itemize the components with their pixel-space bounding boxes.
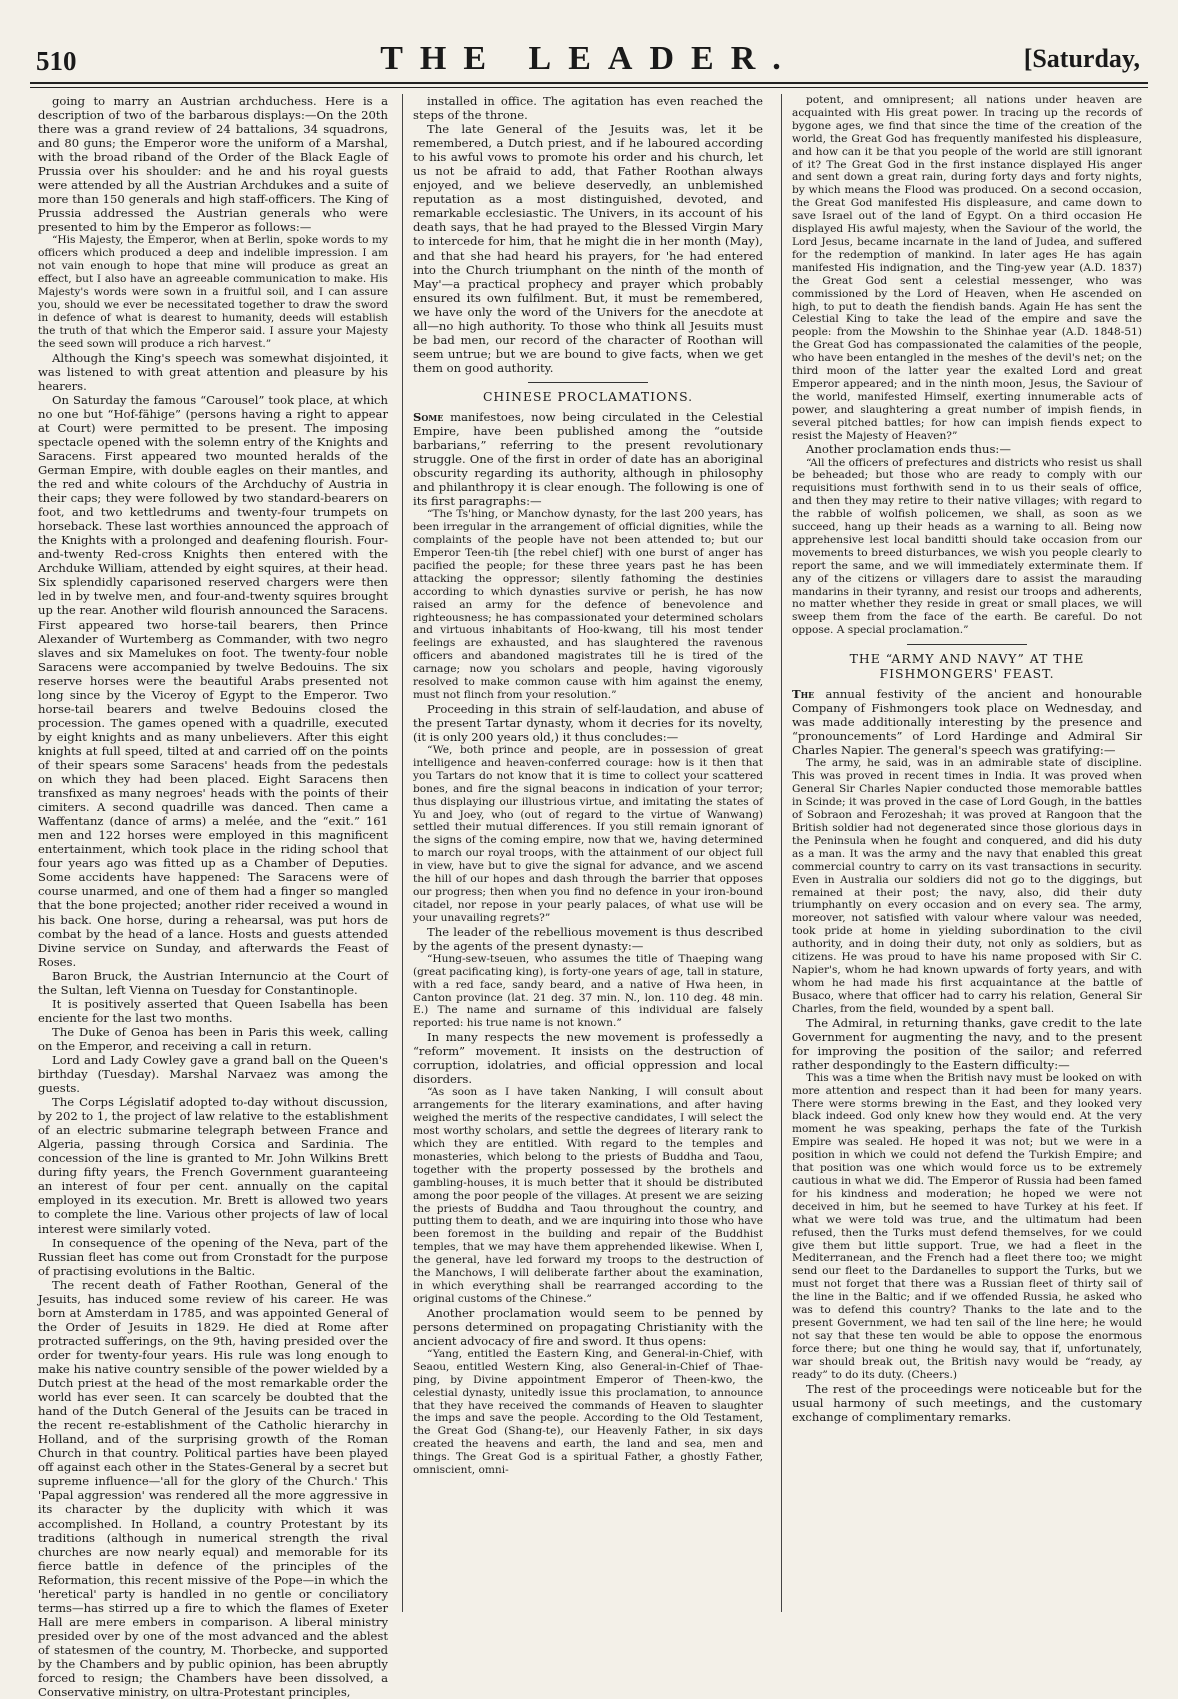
masthead-rule xyxy=(30,82,1148,84)
quoted-proclamation: “We, both prince and people, are in possession of great intelligence and heaven-conferred courage: how is it then that you Tartars do not know that it is time to collect your scattered bones, and fire the signal beacons in indication of your terror; thus displaying our illustrious virtue, and imitating the states of Yu and Joey, who (out of regard to the virtue of Wanwang) settled their mutual differences. If you still remain ignorant of the signs of the coming empire, now that we, having determined to march our royal troops, with the attainment of our object full in view, have but to give the signal for advance, and we ascend the hill of our hopes and dash through the barrier that opposes our progress; then when you find no defence in your iron-bound citadel, nor repose in your pearly palaces, of what use will be your unavailing regrets?” xyxy=(413,744,763,924)
paragraph: installed in office. The agitation has even reached the steps of the throne. xyxy=(413,94,763,123)
paragraph: The Admiral, in returning thanks, gave credit to the late Government for augmenting the navy, and to the present for improving the position of the sailor; and referred rather despondingly to the Eastern difficulty:— xyxy=(792,1015,1142,1072)
quoted-proclamation: “All the officers of prefectures and districts who resist us shall be beheaded; but those who are ready to comply with our requisitions must forthwith send in to us their seals of office, and then they may retire to their native villages; with regard to the rabble of wolfish policemen, we shall, as soon as we succeed, hang up their heads as a warning to all. Being now apprehensive lest local banditti should take occasion from our movements to breed disturbances, we wish you people clearly to report the same, and we will immediately exterminate them. If any of the citizens or villagers dare to assist the marauding mandarins in their tyranny, and resist our troops and adherents, no matter whether they reside in great or small places, we will sweep them from the face of the earth. Be careful. Do not oppose. A special proclamation.” xyxy=(792,456,1142,637)
page-number: 510 xyxy=(36,46,77,76)
paragraph: Another proclamation would seem to be penned by persons determined on propagating Christianity with the ancient advocacy of fire and sword. It thus opens: xyxy=(413,1305,763,1348)
lead-text: annual festivity of the ancient and honourable Company of Fishmongers took place on Wednesday, and was made additionally interesting by the presence and “pronouncements” of Lord Hardinge and Admiral Sir Charles Napier. The general's speech was gratifying:— xyxy=(792,687,1142,758)
section-divider xyxy=(907,644,1027,645)
lead-paragraph xyxy=(792,687,1142,757)
quoted-proclamation: potent, and omnipresent; all nations under heaven are acquainted with His great power. In tracing up the records of bygone ages, we find that since the time of the creation of the world, the Great God has frequently manifested his displeasure, and how can it be that you people of the world are still ignorant of it? The Great God in the first instance displayed His anger and sent down a great rain, during forty days and forty nights, by which means the Flood was produced. On a second occasion, the Great God manifested His displeasure, and came down to save Israel out of the land of Egypt. On a third occasion He displayed His awful majesty, when the Saviour of the world, the Lord Jesus, became incarnate in the land of Judea, and suffered for the redemption of mankind. In later ages He has again manifested His indignation, and the Ting-yew year (A.D. 1837) the Great God sent a celestial messenger, who was commissioned by the Lord of Heaven, when He ascended on high, to put to death the fiendish bands. Again He has sent the Celestial King to take the lead of the empire and save the people: from the Mowshin to the Shinhae year (A.D. 1848-51) the Great God has compassionated the calamities of the people, who have been entangled in the meshes of the devil's net; on the third moon of the latter year the exalted Lord and great Emperor appeared; and in the ninth moon, Jesus, the Saviour of the world, manifested Himself, exerting innumerable acts of power, and slaughtering a great number of impish fiends, in several pitched battles; for how can impish fiends expect to resist the Majesty of Heaven?” xyxy=(792,94,1142,442)
paragraph: The Duke of Genoa has been in Paris this week, calling on the Emperor, and receiving a call in return. xyxy=(38,1024,388,1053)
lead-word: Some xyxy=(413,409,444,424)
quoted-speech: The army, he said, was in an admirable state of discipline. This was proved in recent times in India. It was proved when General Sir Charles Napier conducted those memorable battles in Scinde; it was proved in the case of Lord Gough, in the battles of Sobraon and Ferozeshah; it was proved at Rangoon that the British soldier had not degenerated since those glorious days in the Peninsula when he fought and conquered, and did his duty as a man. It was the army and the navy that enabled this great commercial country to carry on its vast transactions in security. Even in Australia our soldiers did not go to the diggings, but remained at their post; the navy, also, did their duty triumphantly on every occasion and on every sea. The army, moreover, not satisfied with valour where valour was needed, took pride at home in yielding subordination to the civil authority, and in doing their duty, not only as soldiers, but as citizens. He was proud to have his name proposed with Sir C. Napier's, whom he had known upwards of forty years, and with whom he had made his first acquaintance at the battle of Busaco, where that officer had to carry his relation, General Sir Charles, from the field, wounded by a spent ball. xyxy=(792,757,1142,1015)
masthead-rule-thin xyxy=(30,87,1148,88)
paragraph: The leader of the rebellious movement is thus described by the agents of the present dynasty:— xyxy=(413,924,763,953)
section-heading-fishmongers-feast: THE “ARMY AND NAVY” AT THE FISHMONGERS' FEAST. xyxy=(849,651,1085,682)
paragraph: Lord and Lady Cowley gave a grand ball on the Queen's birthday (Tuesday). Marshal Narvaez was among the guests. xyxy=(38,1052,388,1096)
paragraph: In consequence of the opening of the Neva, part of the Russian fleet has come out from Cronstadt for the purpose of practising evolutions in the Baltic. xyxy=(38,1235,388,1278)
paragraph: The Corps Législatif adopted to-day without discussion, by 202 to 1, the project of law relative to the establishment of an electric submarine telegraph between France and Algeria, passing through Corsica and Sardinia. The concession of the line is granted to Mr. John Wilkins Brett during fifty years, the French Government guaranteeing an interest of four per cent. annually on the capital employed in its execution. Mr. Brett is allowed two years to complete the line. Various other projects of law of local interest were similarly voted. xyxy=(38,1095,388,1236)
paragraph: The recent death of Father Roothan, General of the Jesuits, has induced some review of his career. He was born at Amsterdam in 1785, and was appointed General of the Order of Jesuits in 1829. He died at Rome after protracted sufferings, on the 9th, having presided over the order for twenty-four years. His rule was long enough to make his native country sensible of the power wielded by a Dutch priest at the head of the most remarkable order the world has ever seen. It can scarcely be doubted that the hand of the Dutch General of the Jesuits can be traced in the recent re-establishment of the Catholic hierarchy in Holland, and of the surprising growth of the Roman Church in that country. Political parties have been played off against each other in the States-General by a secret but supreme influence—'all for the glory of the Church.' This 'Papal aggression' was rendered all the more aggressive in its character by the duplicity with which it was accomplished. In Holland, a country Protestant by its traditions (although in numerical strength the rival churches are now nearly equal) and memorable for its fierce battle in defence of the principles of the Reformation, this recent missive of the Pope—in which the 'heretical' party is handled in no gentle or conciliatory terms—has stirred up a fire to which the flames of Exeter Hall are mere embers in comparison. A liberal ministry presided over by one of the most advanced and the ablest of statesmen of the country, M. Thorbecke, and supported by the Chambers and by public opinion, has been abruptly forced to resign; the Chambers have been dissolved, a Conservative ministry, on ultra-Protestant principles, xyxy=(38,1277,388,1699)
quoted-proclamation: “Yang, entitled the Eastern King, and General-in-Chief, with Seaou, entitled Western King, also General-in-Chief of Thae-ping, by Divine appointment Emperor of Theen-kwo, the celestial dynasty, unitedly issue this proclamation, to announce that they have received the commands of Heaven to slaughter the imps and save the people. According to the Old Testament, the Great God (Shang-te), our Heavenly Father, in six days created the heavens and earth, the land and sea, men and things. The Great God is a spiritual Father, a ghostly Father, omniscient, omni- xyxy=(413,1347,763,1477)
quoted-proclamation: “As soon as I have taken Nanking, I will consult about arrangements for the literary examinations, and after having weighed the merits of the respective candidates, I will select the most worthy scholars, and settle the degrees of literary rank to which they are entitled. With regard to the temples and monasteries, which belong to the priests of Buddha and Taou, together with the property possessed by the brothels and gambling-houses, it is much better that it should be distributed among the poor people of the villages. At present we are seizing the priests of Buddha and Taou throughout the country, and putting them to death, and we are inquiring into those who have been foremost in the building and repair of the Buddhist temples, that we may have them apprehended likewise. When I, the general, have led forward my troops to the destruction of the Manchows, I will deliberate farther about the examination, in which everything shall be rearranged according to the original customs of the Chinese.” xyxy=(413,1086,763,1305)
column-2 xyxy=(413,94,763,1612)
lead-paragraph xyxy=(413,410,763,508)
paragraph: going to marry an Austrian archduchess. Here is a description of two of the barbarous displays:—On the 20th there was a grand review of 24 battalions, 34 squadrons, and 80 guns; the Emperor wore the uniform of a Marshal, with the broad riband of the Order of the Black Eagle of Prussia over his shoulder: and he and his royal guests were attended by all the Austrian Archdukes and a suite of more than 150 generals and high staff-officers. The King of Prussia addressed the Austrian generals who were presented to him by the Emperor as follows:— xyxy=(38,94,388,235)
paper-title: THE LEADER. xyxy=(380,40,798,77)
section-heading-chinese-proclamations: CHINESE PROCLAMATIONS. xyxy=(482,388,694,404)
quoted-proclamation: “The Ts'hing, or Manchow dynasty, for the last 200 years, has been irregular in the arrangement of official dignities, while the complaints of the people have not been attended to; but our Emperor Teen-tih [the rebel chief] with one burst of anger has pacified the people; for these three years past he has been attacking the oppressor; silently fathoming the destinies according to which dynasties survive or perish, he has now raised an army for the defence of benevolence and righteousness; he has compassionated your determined scholars and virtuous inhabitants of Hoo-kwang, till his most tender feelings are exhausted, and has slaughtered the ravenous officers and abandoned magistrates till he is tired of the carnage; now you scholars and people, having vigorously resolved to make common cause with him against the enemy, must not flinch from your resolution.” xyxy=(413,508,763,701)
column-divider xyxy=(781,94,782,1612)
paragraph: On Saturday the famous “Carousel” took place, at which no one but “Hof-fähige” (persons having a right to appear at Court) were permitted to be present. The imposing spectacle opened with the solemn entry of the Knights and Saracens. First appeared two mounted heralds of the German Empire, with double eagles on their mantles, and the red and white colours of the Archduchy of Austria in their caps; they were followed by two standard-bearers on foot, and two kettledrums and twenty-four trumpets on horseback. These last worthies announced the approach of the Knights with a prolonged and deafening flourish. Four-and-twenty Red-cross Knights then entered with the Archduke William, attended by eight squires, at their head. Six splendidly caparisoned reserved chargers were then led in by twelve men, and four-and-twenty squires brought up the rear. Another wild flourish announced the Saracens. First appeared two horse-tail bearers, then Prince Alexander of Wurtemberg as Commander, with two negro slaves and six Mamelukes on foot. The twenty-four noble Saracens were accompanied by twelve Bedouins. The six reserve horses were the beautiful Arabs presented not long since by the Viceroy of Egypt to the Emperor. Two horse-tail bearers and twelve Bedouins closed the procession. The games opened with a quadrille, executed by eight knights and as many unbelievers. After this eight knights at full speed, tilted at and carried off on the points of their spears some Saracens' heads from the pedestals on which they had been placed. Eight Saracens then transfixed as many negroes' heads with the points of their cimiters. A second quadrille was danced. Then came a Waffentanz (dance of arms) a melée, and the “exit.” 161 men and 122 horses were employed in this magnificent entertainment, which took place in the riding school that four years ago was fitted up as a Chamber of Deputies. Some accidents have happened: The Saracens were of course unarmed, and one of them had a finger so mangled that the bone projected; another rider received a wound in his back. One horse, during a rehearsal, was put hors de combat by the head of a lance. Hosts and guests attended Divine service on Sunday, and afterwards the Feast of Roses. xyxy=(38,392,388,969)
paragraph: Proceeding in this strain of self-laudation, and abuse of the present Tartar dynasty, whom it decries for its novelty, (it is only 200 years old,) it thus concludes:— xyxy=(413,701,763,744)
paragraph: Another proclamation ends thus:— xyxy=(806,442,1011,457)
article-columns xyxy=(38,94,1142,1699)
quoted-proclamation: “Hung-sew-tseuen, who assumes the title of Thaeping wang (great pacificating king), is forty-one years of age, tall in stature, with a red face, sandy beard, and a native of Hwa heen, in Canton province (lat. 21 deg. 37 min. N., lon. 110 deg. 48 min. E.) The name and surname of this individual are falsely reported: his true name is not known.” xyxy=(413,952,763,1030)
column-3 xyxy=(792,94,1142,1612)
quoted-speech: This was a time when the British navy must be looked on with more attention and respect than it had been for many years. There were storms brewing in the East, and they looked very black indeed. God only knew how they would end. At the very moment he was speaking, perhaps the fate of the Turkish Empire was sealed. He hoped it was not; but we were in a position in which we could not defend the Turkish Empire; and that position was one which would force us to be extremely cautious in what we did. The Emperor of Russia had been famed for his kindness and moderation; he hoped we were not deceived in him, but he seemed to have Turkey at his feet. If what we were told was true, and the ultimatum had been refused, then the Turks must defend themselves, for we could give them but little support. True, we had a fleet in the Mediterranean, and the French had a fleet there too; we might send our fleet to the Dardanelles to support the Turks, but we must not forget that there was a Russian fleet of thirty sail of the line in the Baltic; and if we offended Russia, he asked who was to defend this country? Thanks to the late and to the present Government, we had ten sail of the line here; he would not say that these ten would be able to oppose the enormous force there; but one thing he would say, that if, unfortunately, war should break out, the British navy would be “ready, ay ready” to do its duty. (Cheers.) xyxy=(792,1071,1142,1381)
masthead xyxy=(30,26,1148,78)
column-divider xyxy=(402,94,403,1612)
paragraph: The late General of the Jesuits was, let it be remembered, a Dutch priest, and if he laboured according to his awful vows to promote his order and his church, let us not be afraid to add, that Father Roothan always enjoyed, and we believe deservedly, an unblemished reputation as a most distinguished, devoted, and remarkable ecclesiastic. The Univers, in its account of his death says, that he had prayed to the Blessed Virgin Mary to intercede for him, that he might die in her month (May), and that she had heard his prayers, for 'he had entered into the Church triumphant on the ninth of the month of May'—a practical prophecy and prayer which probably ensured its own fulfilment. But, it must be remembered, we have only the word of the Univers for the anecdote at all—no high authority. To those who think all Jesuits must be bad men, our record of the character of Roothan will seem untrue; but we are bound to give facts, when we get them on good authority. xyxy=(413,122,763,375)
section-divider xyxy=(528,382,648,383)
paragraph: In many respects the new movement is professedly a “reform” movement. It insists on the destruction of corruption, idolatries, and official oppression and local disorders. xyxy=(413,1030,763,1087)
column-1 xyxy=(38,94,388,1699)
lead-word: The xyxy=(792,687,815,702)
lead-text: manifestoes, now being circulated in the Celestial Empire, have been published among the “outside barbarians,” referring to the present revolutionary struggle. One of the first in order of date has an aboriginal obscurity regarding its authority, although in philosophy and philanthropy it is clear enough. The following is one of its first paragraphs:— xyxy=(413,409,763,509)
paragraph: The rest of the proceedings were noticeable but for the usual harmony of such meetings, and the customary exchange of complimentary remarks. xyxy=(792,1381,1142,1424)
quoted-speech: “His Majesty, the Emperor, when at Berlin, spoke words to my officers which produced a deep and indelible impression. I am not vain enough to hope that mine will produce as great an effect, but I also have an agreeable communication to make. His Majesty's words were sown in a fruitful soil, and I can assure you, should we ever be necessitated together to draw the sword in defence of what is dearest to humanity, deeds will establish the truth of that which the Emperor said. I assure your Majesty the seed sown will produce a rich harvest.” xyxy=(38,234,388,350)
paragraph: It is positively asserted that Queen Isabella has been enciente for the last two months. xyxy=(38,996,388,1025)
issue-date: [Saturday, xyxy=(1023,44,1140,73)
paragraph: Although the King's speech was somewhat disjointed, it was listened to with great attention and pleasure by his hearers. xyxy=(38,350,388,393)
paragraph: Baron Bruck, the Austrian Internuncio at the Court of the Sultan, left Vienna on Tuesday for Constantinople. xyxy=(38,968,388,997)
